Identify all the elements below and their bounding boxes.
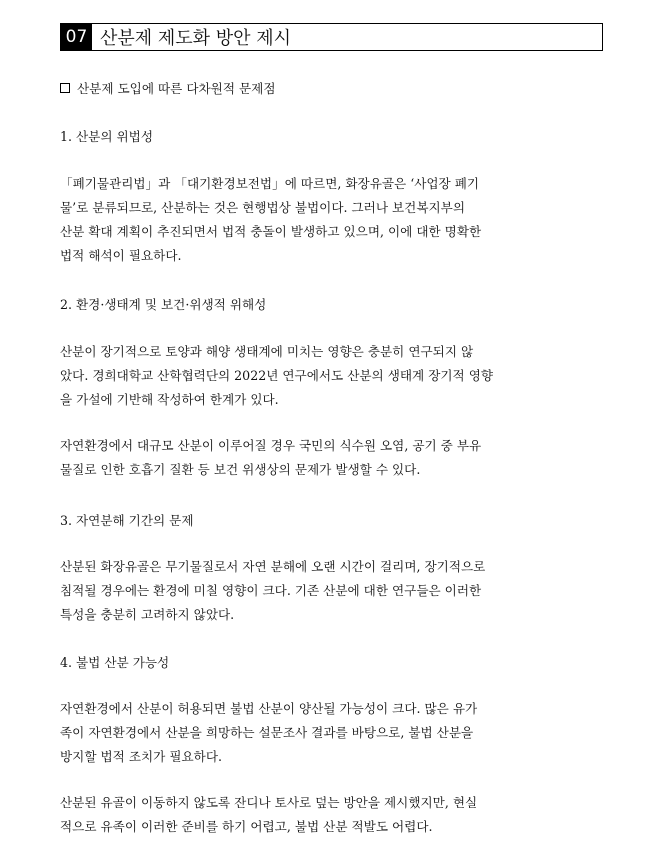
text-line: 방지할 법적 조치가 필요하다. (60, 749, 222, 764)
section-2-paragraph-1 (60, 340, 605, 412)
text-line: 을 가설에 기반해 작성하여 한계가 있다. (60, 392, 279, 407)
text-line: 산분된 유골이 이동하지 않도록 잔디나 토사로 덮는 방안을 제시했지만, 현실 (60, 795, 478, 810)
section-title: 산분제 제도화 방안 제시 (100, 28, 292, 49)
section-3-paragraph-1 (60, 555, 605, 627)
subheading-text: 산분제 도입에 따른 다차원적 문제점 (77, 81, 276, 96)
section-4-paragraph-1 (60, 697, 605, 769)
section-header (60, 23, 603, 51)
section-1-paragraph-1 (60, 172, 605, 268)
text-line: 법적 해석이 필요하다. (60, 248, 182, 263)
section-2-heading: 2. 환경·생태계 및 보건·위생적 위해성 (60, 297, 267, 312)
text-line: 자연환경에서 대규모 산분이 이루어질 경우 국민의 식수원 오염, 공기 중 부유 (60, 438, 482, 453)
text-line: 족이 자연환경에서 산분을 희망하는 설문조사 결과를 바탕으로, 불법 산분을 (60, 725, 474, 740)
text-line: 산분 확대 계획이 추진되면서 법적 충돌이 발생하고 있으며, 이에 대한 명확한 (60, 224, 482, 239)
text-line: 았다. 경희대학교 산학협력단의 2022년 연구에서도 산분의 생태계 장기적 영향 (60, 368, 494, 383)
section-3-heading: 3. 자연분해 기간의 문제 (60, 513, 194, 528)
text-line: 「폐기물관리법」과 「대기환경보전법」에 따르면, 화장유골은 ‘사업장 폐기 (60, 176, 480, 191)
text-line: 자연환경에서 산분이 허용되면 불법 산분이 양산될 가능성이 크다. 많은 유가 (60, 701, 478, 716)
subheading (60, 78, 605, 97)
section-number: 07 (61, 24, 92, 50)
checkbox-square-icon (60, 83, 70, 93)
text-line: 특성을 충분히 고려하지 않았다. (60, 607, 235, 622)
text-line: 물’로 분류되므로, 산분하는 것은 현행법상 불법이다. 그러나 보건복지부의 (60, 200, 465, 215)
section-4-heading: 4. 불법 산분 가능성 (60, 655, 170, 670)
text-line: 산분이 장기적으로 토양과 해양 생태계에 미치는 영향은 충분히 연구되지 않 (60, 344, 474, 359)
text-line: 산분된 화장유골은 무기물질로서 자연 분해에 오랜 시간이 걸리며, 장기적으로 (60, 559, 486, 574)
text-line: 적으로 유족이 이러한 준비를 하기 어렵고, 불법 산분 적발도 어렵다. (60, 819, 433, 834)
text-line: 침적될 경우에는 환경에 미칠 영향이 크다. 기존 산분에 대한 연구들은 이러한 (60, 583, 482, 598)
section-2-paragraph-2 (60, 434, 605, 482)
section-1-heading: 1. 산분의 위법성 (60, 129, 154, 144)
section-4-paragraph-2 (60, 791, 605, 839)
text-line: 물질로 인한 호흡기 질환 등 보건 위생상의 문제가 발생할 수 있다. (60, 462, 421, 477)
